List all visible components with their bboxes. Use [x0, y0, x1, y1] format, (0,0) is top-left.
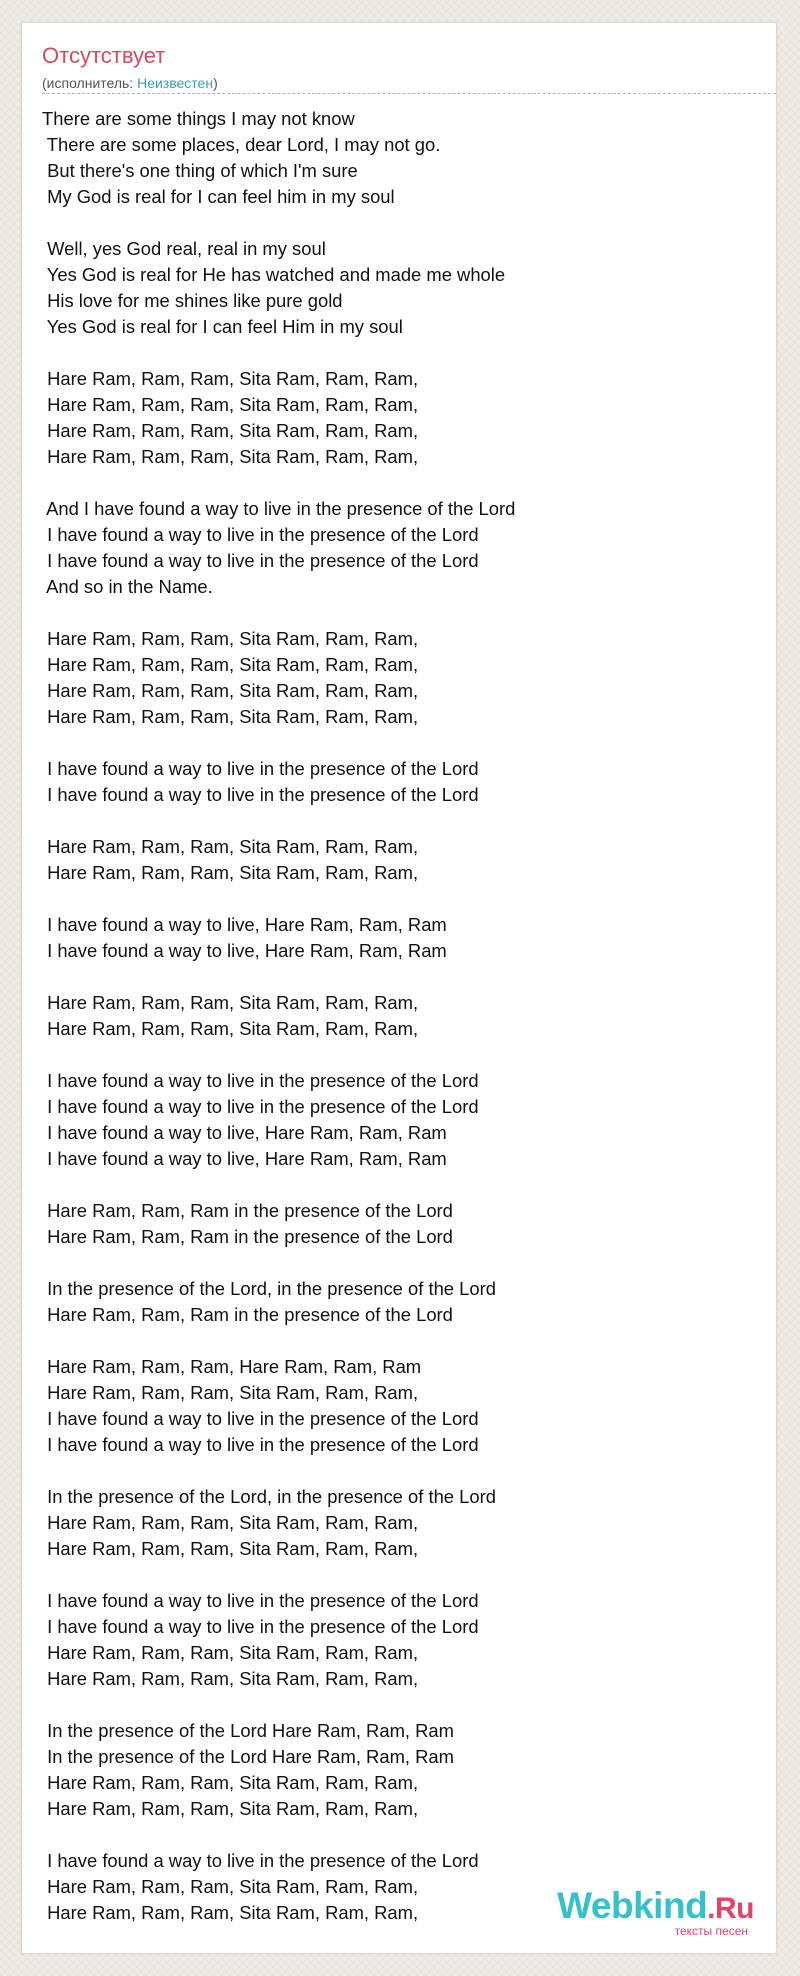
lyric-line: And I have found a way to live in the presence of the Lord: [42, 498, 516, 519]
lyric-line: I have found a way to live, Hare Ram, Ram, Ram: [42, 1148, 447, 1169]
lyric-line: And so in the Name.: [42, 576, 213, 597]
lyric-line: I have found a way to live, Hare Ram, Ram, Ram: [42, 940, 447, 961]
lyric-line: Hare Ram, Ram, Ram, Sita Ram, Ram, Ram,: [42, 628, 419, 649]
lyric-line: Hare Ram, Ram, Ram, Sita Ram, Ram, Ram,: [42, 1668, 419, 1689]
lyric-line: I have found a way to live in the presence of the Lord: [42, 1408, 479, 1429]
lyric-line: His love for me shines like pure gold: [42, 290, 343, 311]
lyric-line: Hare Ram, Ram, Ram, Sita Ram, Ram, Ram,: [42, 992, 419, 1013]
lyric-line: I have found a way to live, Hare Ram, Ram, Ram: [42, 1122, 447, 1143]
artist-link[interactable]: Неизвестен: [137, 75, 214, 91]
lyric-line: Hare Ram, Ram, Ram, Sita Ram, Ram, Ram,: [42, 394, 419, 415]
lyric-line: Hare Ram, Ram, Ram, Sita Ram, Ram, Ram,: [42, 1876, 419, 1897]
lyric-line: But there's one thing of which I'm sure: [42, 160, 358, 181]
lyric-line: Hare Ram, Ram, Ram, Sita Ram, Ram, Ram,: [42, 1772, 419, 1793]
lyric-line: I have found a way to live in the presence of the Lord: [42, 1434, 479, 1455]
lyric-line: In the presence of the Lord Hare Ram, Ram, Ram: [42, 1746, 454, 1767]
webkind-logo: [554, 1885, 754, 1943]
lyric-line: I have found a way to live in the presence of the Lord: [42, 550, 479, 571]
song-title: Отсутствует: [42, 43, 166, 68]
lyric-line: Hare Ram, Ram, Ram, Sita Ram, Ram, Ram,: [42, 836, 419, 857]
lyric-line: Hare Ram, Ram, Ram, Sita Ram, Ram, Ram,: [42, 1902, 419, 1923]
artist-suffix: ): [213, 75, 218, 91]
lyric-line: Hare Ram, Ram, Ram, Sita Ram, Ram, Ram,: [42, 1642, 419, 1663]
lyric-line: I have found a way to live in the presence of the Lord: [42, 1096, 479, 1117]
lyric-line: There are some things I may not know: [42, 108, 355, 129]
lyric-line: I have found a way to live in the presence of the Lord: [42, 784, 479, 805]
logo-tld: .Ru: [707, 1892, 754, 1925]
lyric-line: I have found a way to live in the presence of the Lord: [42, 524, 479, 545]
lyrics-text: [42, 106, 762, 1926]
lyric-line: Hare Ram, Ram, Ram, Sita Ram, Ram, Ram,: [42, 862, 419, 883]
lyric-line: I have found a way to live in the presence of the Lord: [42, 1616, 479, 1637]
lyric-line: Hare Ram, Ram, Ram in the presence of the Lord: [42, 1226, 453, 1247]
lyric-line: In the presence of the Lord, in the presence of the Lord: [42, 1278, 496, 1299]
lyric-line: In the presence of the Lord, in the presence of the Lord: [42, 1486, 496, 1507]
logo-tagline: тексты песен: [674, 1924, 748, 1938]
lyric-line: There are some places, dear Lord, I may not go.: [42, 134, 441, 155]
lyric-line: Hare Ram, Ram, Ram, Sita Ram, Ram, Ram,: [42, 420, 419, 441]
lyric-line: Yes God is real for I can feel Him in my soul: [42, 316, 403, 337]
lyric-line: Hare Ram, Ram, Ram, Sita Ram, Ram, Ram,: [42, 368, 419, 389]
logo-brand: Webkind: [557, 1885, 708, 1926]
lyric-line: Hare Ram, Ram, Ram, Hare Ram, Ram, Ram: [42, 1356, 422, 1377]
lyric-line: Hare Ram, Ram, Ram, Sita Ram, Ram, Ram,: [42, 1512, 419, 1533]
dashed-divider: [42, 93, 776, 94]
lyric-line: Hare Ram, Ram, Ram, Sita Ram, Ram, Ram,: [42, 1538, 419, 1559]
lyric-line: I have found a way to live in the presence of the Lord: [42, 1070, 479, 1091]
lyric-line: I have found a way to live in the presence of the Lord: [42, 758, 479, 779]
lyric-line: I have found a way to live, Hare Ram, Ram, Ram: [42, 914, 447, 935]
lyric-line: Hare Ram, Ram, Ram, Sita Ram, Ram, Ram,: [42, 1382, 419, 1403]
lyric-line: Hare Ram, Ram, Ram, Sita Ram, Ram, Ram,: [42, 1798, 419, 1819]
lyric-line: Hare Ram, Ram, Ram, Sita Ram, Ram, Ram,: [42, 1018, 419, 1039]
artist-prefix: (исполнитель:: [42, 75, 138, 91]
lyric-line: Hare Ram, Ram, Ram, Sita Ram, Ram, Ram,: [42, 706, 419, 727]
lyrics-card: [21, 22, 777, 1954]
lyric-line: Yes God is real for He has watched and made me whole: [42, 264, 506, 285]
lyric-line: I have found a way to live in the presence of the Lord: [42, 1590, 479, 1611]
lyric-line: In the presence of the Lord Hare Ram, Ram, Ram: [42, 1720, 454, 1741]
lyric-line: Hare Ram, Ram, Ram, Sita Ram, Ram, Ram,: [42, 446, 419, 467]
lyric-line: Hare Ram, Ram, Ram, Sita Ram, Ram, Ram,: [42, 654, 419, 675]
lyric-line: Hare Ram, Ram, Ram in the presence of the Lord: [42, 1304, 453, 1325]
lyric-line: Well, yes God real, real in my soul: [42, 238, 326, 259]
lyric-line: My God is real for I can feel him in my soul: [42, 186, 395, 207]
lyric-line: Hare Ram, Ram, Ram in the presence of the Lord: [42, 1200, 453, 1221]
artist-line: [42, 74, 218, 92]
lyric-line: I have found a way to live in the presence of the Lord: [42, 1850, 479, 1871]
lyric-line: Hare Ram, Ram, Ram, Sita Ram, Ram, Ram,: [42, 680, 419, 701]
